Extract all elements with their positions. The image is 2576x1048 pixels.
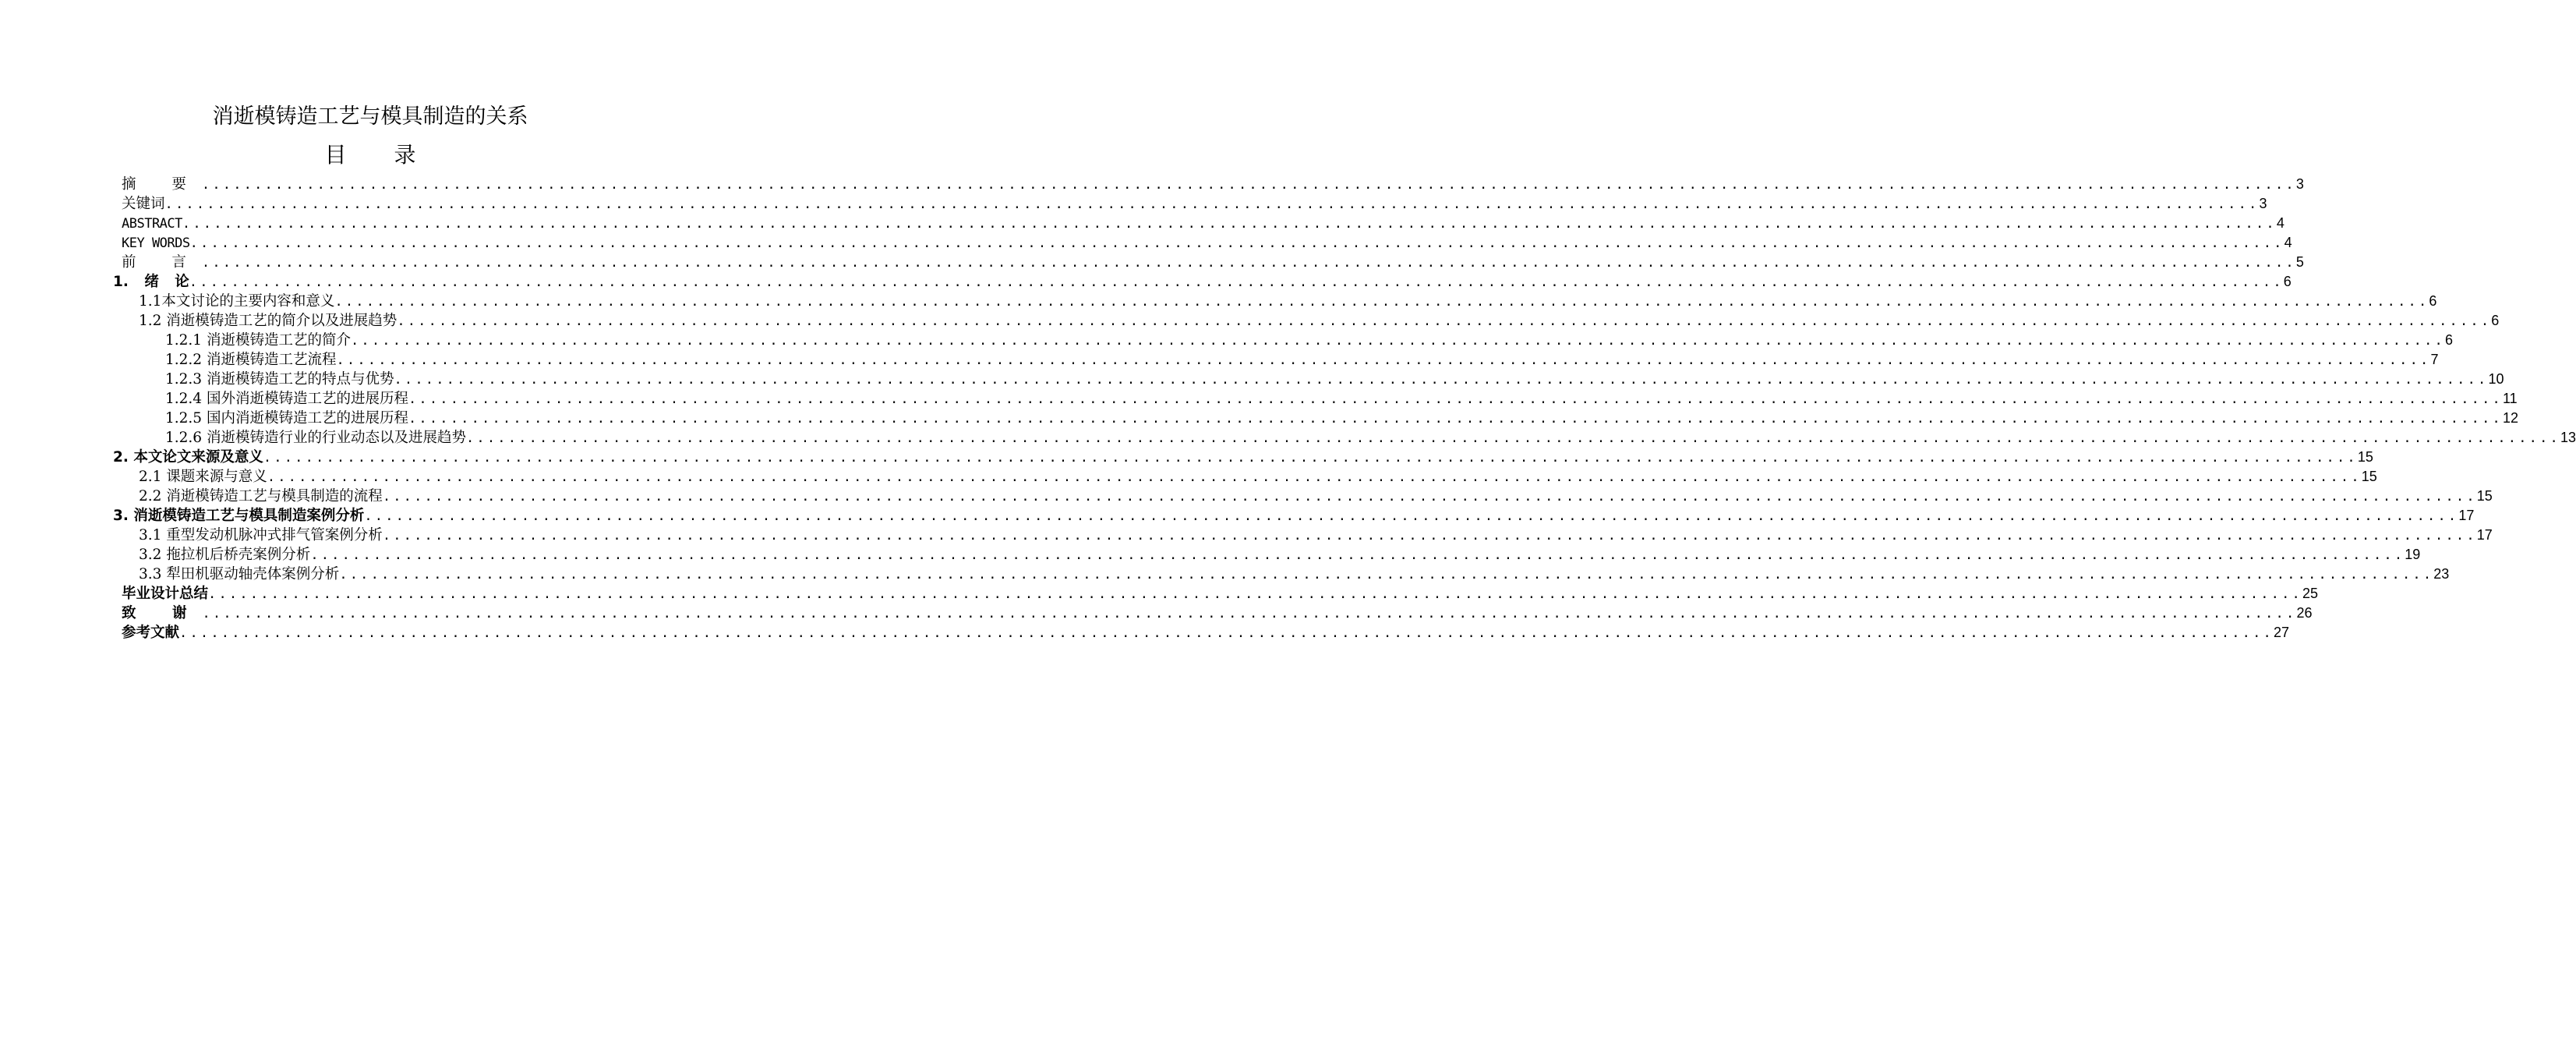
toc-entry-label: 3.3 犁田机驱动轴壳体案例分析 bbox=[139, 566, 340, 582]
toc-entry-label: 1. 绪 论 bbox=[113, 274, 189, 290]
dot-leader: ........................................................................................................................................................................................................ bbox=[382, 489, 2477, 505]
dot-leader: ........................................................................................................................................................................................................ bbox=[336, 352, 2431, 368]
toc-entry-page: 6 bbox=[2444, 332, 2453, 348]
toc-heading: 目 录 bbox=[324, 142, 436, 168]
toc-entry-keywords-cn[interactable] bbox=[122, 194, 2267, 214]
toc-entry-page: 26 bbox=[2296, 605, 2313, 621]
dot-leader: ........................................................................................................................................................................................................ bbox=[397, 313, 2492, 329]
dot-leader: ........................................................................................................................................................................................................ bbox=[189, 235, 2284, 251]
dot-leader: ........................................................................................................................................................................................................ bbox=[364, 508, 2459, 524]
toc-entry-label: 摘 要 bbox=[122, 176, 202, 193]
toc-entry-section-1-2-2[interactable] bbox=[165, 350, 2439, 370]
toc-entry-page: 19 bbox=[2405, 547, 2421, 562]
toc-entry-page: 23 bbox=[2433, 566, 2450, 582]
dot-leader: ........................................................................................................................................................................................................ bbox=[208, 586, 2302, 602]
toc-entry-page: 4 bbox=[2276, 215, 2284, 231]
toc-entry-section-1-2-5[interactable] bbox=[165, 409, 2518, 428]
dot-leader: ........................................................................................................................................................................................................ bbox=[164, 196, 2260, 212]
toc-entry-label: KEY WORDS bbox=[122, 235, 190, 251]
dot-leader: ........................................................................................................................................................................................................ bbox=[408, 411, 2503, 427]
toc-entry-section-1-2-6[interactable] bbox=[165, 428, 2576, 448]
toc-entry-page: 25 bbox=[2302, 586, 2319, 601]
toc-entry-label: 1.2.3 消逝模铸造工艺的特点与优势 bbox=[165, 371, 394, 388]
toc-entry-summary[interactable] bbox=[122, 584, 2319, 604]
toc-entry-abstract-cn[interactable] bbox=[122, 175, 2304, 194]
toc-entry-label: 3. 消逝模铸造工艺与模具制造案例分析 bbox=[113, 508, 365, 524]
dot-leader: ........................................................................................................................................................................................................ bbox=[201, 255, 2296, 271]
dot-leader: ........................................................................................................................................................................................................ bbox=[465, 430, 2560, 446]
toc-entry-label: 致 谢 bbox=[122, 605, 203, 621]
toc-entry-page: 17 bbox=[2458, 508, 2475, 523]
toc-entry-label: 1.2 消逝模铸造工艺的简介以及进展趋势 bbox=[139, 313, 398, 329]
toc-entry-section-1-2[interactable] bbox=[139, 311, 2500, 331]
toc-entry-label: 参考文献 bbox=[122, 625, 180, 641]
toc-entry-page: 7 bbox=[2430, 352, 2439, 367]
toc-entry-page: 15 bbox=[2476, 488, 2493, 504]
toc-entry-page: 6 bbox=[2429, 293, 2437, 309]
dot-leader: ........................................................................................................................................................................................................ bbox=[263, 450, 2358, 466]
toc-entry-page: 15 bbox=[2357, 449, 2373, 465]
toc-entry-page: 10 bbox=[2488, 371, 2504, 387]
dot-leader: ........................................................................................................................................................................................................ bbox=[189, 274, 2284, 290]
toc-entry-section-3-3[interactable] bbox=[139, 565, 2450, 584]
toc-entry-chapter-1[interactable] bbox=[113, 272, 2292, 292]
toc-entry-label: 前 言 bbox=[122, 254, 202, 271]
dot-leader: ........................................................................................................................................................................................................ bbox=[202, 606, 2297, 621]
dot-leader: ........................................................................................................................................................................................................ bbox=[350, 333, 2445, 349]
toc-entry-chapter-2[interactable] bbox=[113, 448, 2373, 467]
toc-entry-page: 5 bbox=[2295, 254, 2304, 270]
toc-entry-page: 6 bbox=[2283, 274, 2292, 289]
toc-entry-section-3-2[interactable] bbox=[139, 545, 2421, 565]
toc-entry-section-1-2-4[interactable] bbox=[165, 389, 2518, 409]
toc-entry-label: 1.2.2 消逝模铸造工艺流程 bbox=[165, 352, 337, 368]
dot-leader: ........................................................................................................................................................................................................ bbox=[408, 391, 2503, 407]
toc-entry-label: 1.2.5 国内消逝模铸造工艺的进展历程 bbox=[165, 410, 408, 427]
dot-leader: ........................................................................................................................................................................................................ bbox=[201, 177, 2296, 193]
dot-leader: ........................................................................................................................................................................................................ bbox=[394, 372, 2489, 388]
toc-entry-preface[interactable] bbox=[122, 253, 2304, 272]
toc-entry-page: 11 bbox=[2502, 391, 2518, 406]
toc-entry-page: 17 bbox=[2476, 527, 2493, 543]
toc-entry-page: 6 bbox=[2491, 313, 2500, 328]
toc-entry-label: 3.1 重型发动机脉冲式排气管案例分析 bbox=[139, 527, 383, 543]
dot-leader: ........................................................................................................................................................................................................ bbox=[334, 294, 2429, 310]
toc-entry-acknowledgements[interactable] bbox=[122, 604, 2313, 623]
toc-entry-page: 15 bbox=[2361, 469, 2377, 484]
toc-entry-label: 毕业设计总结 bbox=[122, 586, 209, 602]
dot-leader: ........................................................................................................................................................................................................ bbox=[339, 567, 2434, 582]
document-title: 消逝模铸造工艺与模具制造的关系 bbox=[212, 104, 528, 129]
toc-entry-label: 1.2.6 消逝模铸造行业的行业动态以及进展趋势 bbox=[165, 430, 466, 446]
toc-entry-page: 3 bbox=[2259, 196, 2267, 211]
toc-entry-label: 1.2.1 消逝模铸造工艺的简介 bbox=[165, 332, 351, 349]
toc-entry-section-1-1[interactable] bbox=[139, 292, 2437, 311]
toc-entry-abstract-en[interactable] bbox=[122, 214, 2284, 233]
dot-leader: ........................................................................................................................................................................................................ bbox=[310, 547, 2405, 563]
toc-entry-label: ABSTRACT bbox=[122, 216, 182, 232]
toc-entry-section-1-2-1[interactable] bbox=[165, 331, 2453, 350]
toc-entry-section-2-1[interactable] bbox=[139, 467, 2377, 487]
toc-entry-section-3-1[interactable] bbox=[139, 526, 2493, 545]
toc-entry-label: 2.2 消逝模铸造工艺与模具制造的流程 bbox=[139, 488, 383, 505]
toc-entry-label: 2.1 课题来源与意义 bbox=[139, 469, 267, 485]
toc-entry-label: 1.1本文讨论的主要内容和意义 bbox=[139, 293, 335, 310]
toc-entry-section-2-2[interactable] bbox=[139, 487, 2493, 506]
toc-entry-label: 3.2 拖拉机后桥壳案例分析 bbox=[139, 547, 311, 563]
toc-entry-page: 27 bbox=[2274, 625, 2290, 640]
dot-leader: ........................................................................................................................................................................................................ bbox=[179, 625, 2274, 641]
toc-entry-keywords-en[interactable] bbox=[122, 233, 2292, 253]
toc-entry-label: 1.2.4 国外消逝模铸造工艺的进展历程 bbox=[165, 391, 408, 407]
toc-entry-page: 12 bbox=[2502, 410, 2518, 426]
dot-leader: ........................................................................................................................................................................................................ bbox=[382, 528, 2477, 543]
toc-entry-label: 关键词 bbox=[122, 196, 165, 212]
toc-entry-page: 3 bbox=[2295, 176, 2304, 192]
toc-entry-page: 4 bbox=[2284, 235, 2292, 250]
toc-entry-chapter-3[interactable] bbox=[113, 506, 2475, 526]
toc-entry-page: 13 bbox=[2560, 430, 2576, 445]
toc-entry-section-1-2-3[interactable] bbox=[165, 370, 2504, 389]
toc-entry-references[interactable] bbox=[122, 623, 2290, 643]
toc-entry-label: 2. 本文论文来源及意义 bbox=[113, 449, 263, 466]
dot-leader: ........................................................................................................................................................................................................ bbox=[267, 469, 2362, 485]
dot-leader: ........................................................................................................................................................................................................ bbox=[182, 216, 2277, 232]
